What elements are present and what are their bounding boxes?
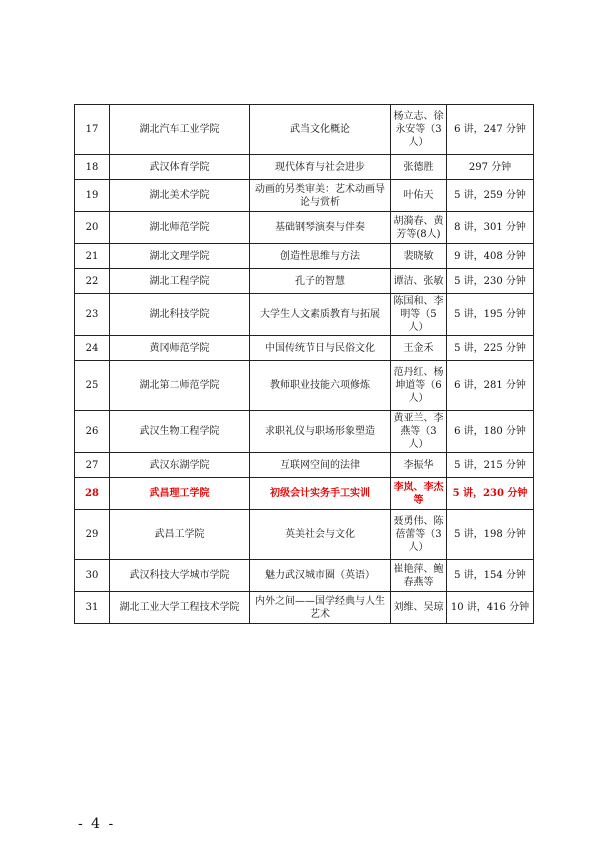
table-row	[75, 361, 534, 411]
row-number: 28	[75, 478, 110, 510]
teacher-names: 李岚、李杰等	[391, 478, 447, 510]
course-title: 大学生人文素质教育与拓展	[250, 294, 391, 336]
row-number: 17	[75, 105, 110, 155]
teacher-names: 张德胜	[391, 155, 447, 180]
table-row	[75, 453, 534, 478]
course-duration: 6 讲，247 分钟	[447, 105, 534, 155]
table-row	[75, 105, 534, 155]
teacher-names: 李振华	[391, 453, 447, 478]
teacher-names: 聂勇伟、陈蓓蕾等（3人）	[391, 510, 447, 560]
table-row	[75, 560, 534, 592]
table-row	[75, 411, 534, 453]
school-name: 武汉生物工程学院	[110, 411, 250, 453]
row-number: 29	[75, 510, 110, 560]
page-number: - 4 -	[78, 816, 116, 832]
course-duration: 9 讲，408 分钟	[447, 244, 534, 269]
school-name: 湖北汽车工业学院	[110, 105, 250, 155]
teacher-names: 陈国和、李明等（5人）	[391, 294, 447, 336]
course-duration: 5 讲，259 分钟	[447, 180, 534, 212]
row-number: 20	[75, 212, 110, 244]
course-duration: 6 讲，281 分钟	[447, 361, 534, 411]
course-duration: 5 讲，215 分钟	[447, 453, 534, 478]
school-name: 湖北工程学院	[110, 269, 250, 294]
school-name: 湖北师范学院	[110, 212, 250, 244]
course-title: 互联网空间的法律	[250, 453, 391, 478]
school-name: 武汉东湖学院	[110, 453, 250, 478]
teacher-names: 谭洁、张敏	[391, 269, 447, 294]
row-number: 21	[75, 244, 110, 269]
teacher-names: 裴晓敏	[391, 244, 447, 269]
course-title: 英美社会与文化	[250, 510, 391, 560]
school-name: 黄冈师范学院	[110, 336, 250, 361]
school-name: 武汉体育学院	[110, 155, 250, 180]
row-number: 19	[75, 180, 110, 212]
row-number: 23	[75, 294, 110, 336]
school-name: 湖北文理学院	[110, 244, 250, 269]
course-table	[74, 104, 534, 624]
course-duration: 5 讲，230 分钟	[447, 478, 534, 510]
teacher-names: 叶佑天	[391, 180, 447, 212]
teacher-names: 刘维、吴琼	[391, 592, 447, 624]
course-title: 中国传统节日与民俗文化	[250, 336, 391, 361]
teacher-names: 杨立志、徐永安等（3人）	[391, 105, 447, 155]
course-title: 基础钢琴演奏与伴奏	[250, 212, 391, 244]
course-duration: 8 讲，301 分钟	[447, 212, 534, 244]
course-title: 创造性思维与方法	[250, 244, 391, 269]
row-number: 25	[75, 361, 110, 411]
table-row	[75, 294, 534, 336]
row-number: 22	[75, 269, 110, 294]
teacher-names: 王金禾	[391, 336, 447, 361]
course-title: 初级会计实务手工实训	[250, 478, 391, 510]
table-row	[75, 212, 534, 244]
table-body	[75, 105, 534, 624]
school-name: 湖北美术学院	[110, 180, 250, 212]
table-row	[75, 269, 534, 294]
course-title: 魅力武汉城市圈（英语）	[250, 560, 391, 592]
course-duration: 5 讲，230 分钟	[447, 269, 534, 294]
course-title: 现代体育与社会进步	[250, 155, 391, 180]
teacher-names: 崔艳萍、鲍春燕等	[391, 560, 447, 592]
course-duration: 5 讲，154 分钟	[447, 560, 534, 592]
row-number: 26	[75, 411, 110, 453]
school-name: 湖北第二师范学院	[110, 361, 250, 411]
course-title: 求职礼仪与职场形象塑造	[250, 411, 391, 453]
table-row	[75, 180, 534, 212]
row-number: 18	[75, 155, 110, 180]
table-row	[75, 336, 534, 361]
course-title: 动画的另类审美：艺术动画导论与赏析	[250, 180, 391, 212]
school-name: 武昌工学院	[110, 510, 250, 560]
table-row	[75, 592, 534, 624]
teacher-names: 范丹红、杨坤道等（6人）	[391, 361, 447, 411]
table-row	[75, 510, 534, 560]
course-duration: 5 讲，198 分钟	[447, 510, 534, 560]
course-title: 孔子的智慧	[250, 269, 391, 294]
course-title: 教师职业技能六项修炼	[250, 361, 391, 411]
teacher-names: 黄亚兰、李燕等（3人）	[391, 411, 447, 453]
table-row	[75, 478, 534, 510]
course-duration: 5 讲，195 分钟	[447, 294, 534, 336]
course-title: 武当文化概论	[250, 105, 391, 155]
row-number: 30	[75, 560, 110, 592]
row-number: 31	[75, 592, 110, 624]
school-name: 湖北科技学院	[110, 294, 250, 336]
row-number: 27	[75, 453, 110, 478]
course-title: 内外之间——国学经典与人生艺术	[250, 592, 391, 624]
course-duration: 10 讲，416 分钟	[447, 592, 534, 624]
school-name: 武汉科技大学城市学院	[110, 560, 250, 592]
school-name: 湖北工业大学工程技术学院	[110, 592, 250, 624]
table-row	[75, 155, 534, 180]
teacher-names: 胡漪春、黄芳等(8人)	[391, 212, 447, 244]
course-duration: 6 讲，180 分钟	[447, 411, 534, 453]
course-duration: 297 分钟	[447, 155, 534, 180]
course-duration: 5 讲，225 分钟	[447, 336, 534, 361]
table-row	[75, 244, 534, 269]
school-name: 武昌理工学院	[110, 478, 250, 510]
row-number: 24	[75, 336, 110, 361]
